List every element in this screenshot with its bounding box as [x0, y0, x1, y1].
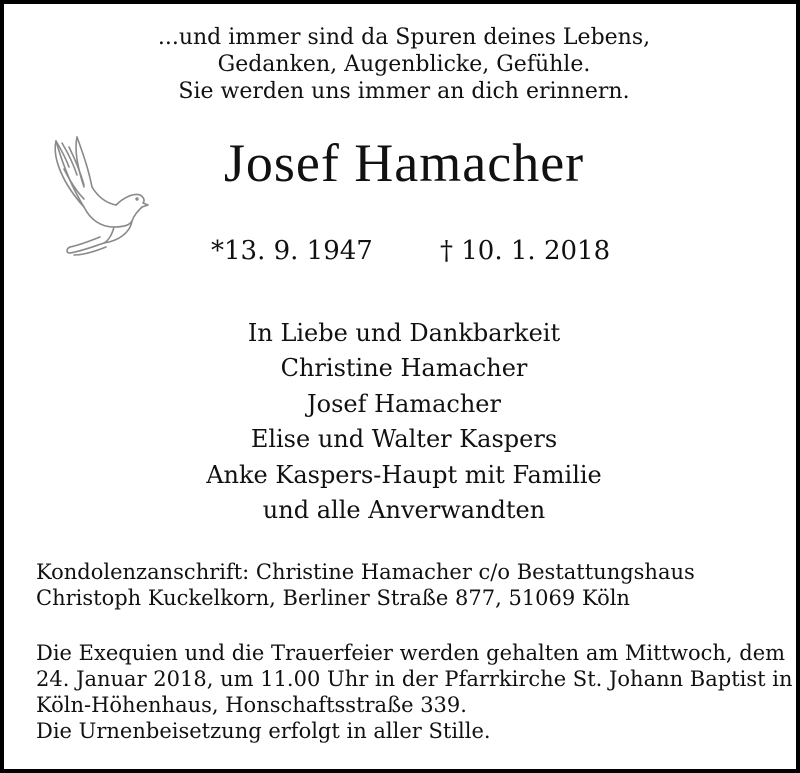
mourners-list	[4, 316, 800, 528]
service-line: 24. Januar 2018, um 11.00 Uhr in der Pfarrkirche St. Johann Baptist in	[36, 667, 793, 691]
deceased-name: Josef Hamacher	[223, 133, 585, 193]
mourner-line: Anke Kaspers-Haupt mit Familie	[206, 460, 602, 489]
condolence-line: Kondolenzanschrift: Christine Hamacher c/o Bestattungshaus	[36, 560, 695, 584]
service-line: Die Urnenbeisetzung erfolgt in aller Stille.	[36, 719, 491, 743]
mourner-line: Christine Hamacher	[280, 354, 528, 383]
memorial-verse	[4, 24, 800, 105]
birth-date: *13. 9. 1947	[211, 236, 373, 266]
verse-line: Sie werden uns immer an dich erinnern.	[178, 79, 630, 104]
verse-line: Gedanken, Augenblicke, Gefühle.	[217, 52, 591, 77]
verse-line: ...und immer sind da Spuren deines Lebens,	[157, 25, 651, 50]
service-line: Köln-Höhenhaus, Honschaftsstraße 339.	[36, 693, 467, 717]
condolence-line: Christoph Kuckelkorn, Berliner Straße 877, 51069 Köln	[36, 586, 630, 610]
mourner-line: In Liebe und Dankbarkeit	[247, 319, 561, 347]
service-line: Die Exequien und die Trauerfeier werden gehalten am Mittwoch, dem	[36, 641, 786, 665]
service-information	[36, 640, 793, 744]
death-date: † 10. 1. 2018	[440, 236, 611, 266]
condolence-address	[36, 559, 786, 611]
mourner-line: Josef Hamacher	[307, 389, 501, 418]
mourner-line: Elise und Walter Kaspers	[250, 425, 558, 454]
mourner-line: und alle Anverwandten	[262, 496, 546, 525]
